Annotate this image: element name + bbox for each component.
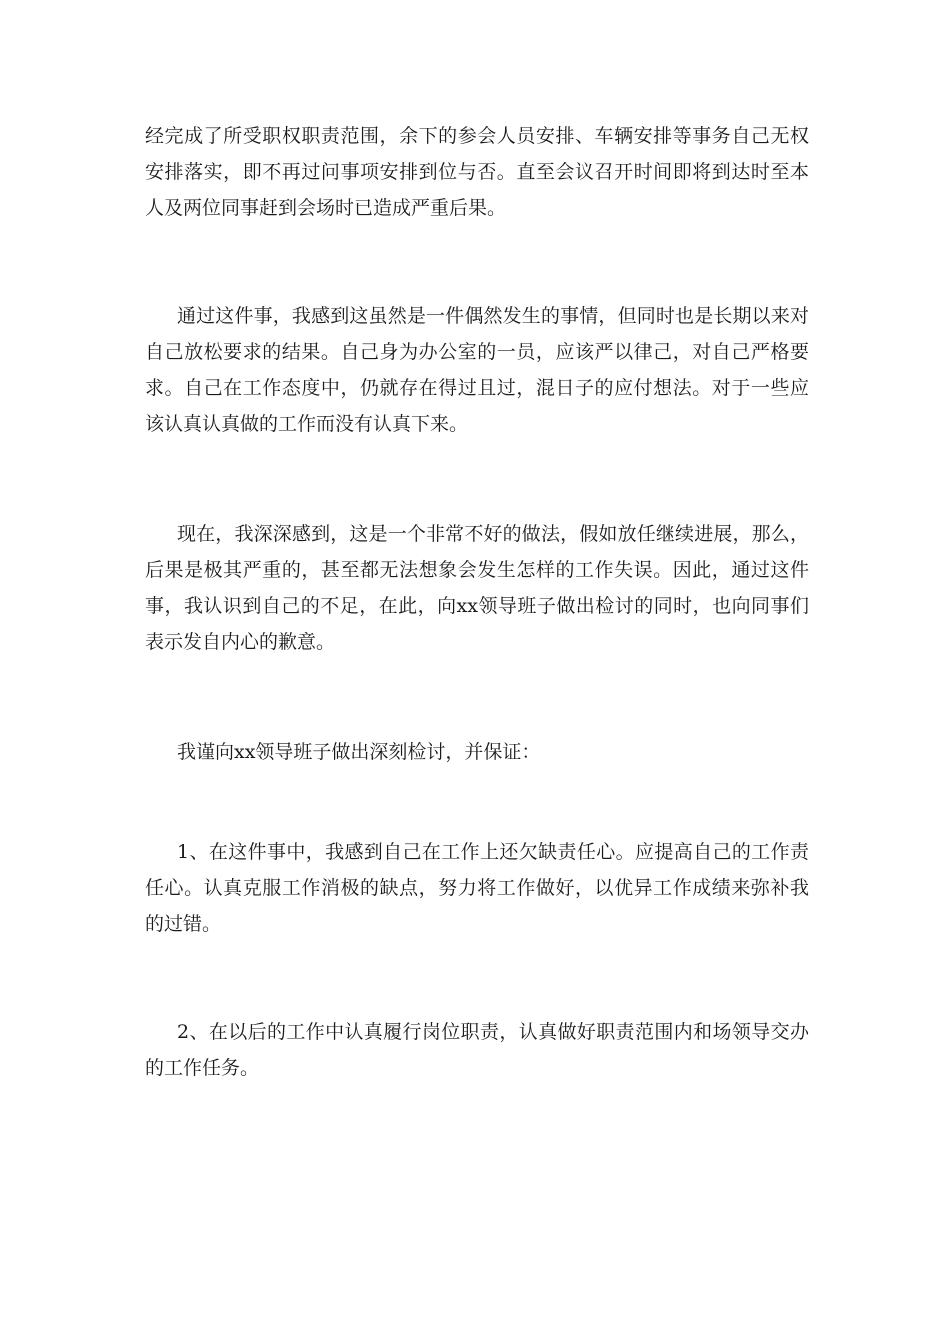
paragraph-pledge-item-1: 1、在这件事中，我感到自己在工作上还欠缺责任心。应提高自己的工作责任心。认真克服工作消极的缺点，努力将工作做好，以优异工作成绩来弥补我的过错。 bbox=[145, 841, 809, 935]
paragraph-pledge-item-2: 2、在以后的工作中认真履行岗位职责，认真做好职责范围内和场领导交办的工作任务。 bbox=[145, 1021, 809, 1079]
paragraph-reflection: 通过这件事，我感到这虽然是一件偶然发生的事情，但同时也是长期以来对自己放松要求的结果。自己身为办公室的一员，应该严以律己，对自己严格要求。自己在工作态度中，仍就存在得过且过，混日子的应付想法。对于一些应该认真认真做的工作而没有认真下来。 bbox=[145, 305, 809, 435]
paragraph-consequences: 现在，我深深感到，这是一个非常不好的做法，假如放任继续进展，那么，后果是极其严重的，甚至都无法想象会发生怎样的工作失误。因此，通过这件事，我认识到自己的不足，在此，向xx领导班子做出检讨的同时，也向同事们表示发自内心的歉意。 bbox=[145, 523, 809, 653]
paragraph-continuation: 经完成了所受职权职责范围，余下的参会人员安排、车辆安排等事务自己无权安排落实，即不再过问事项安排到位与否。直至会议召开时间即将到达时至本人及两位同事赶到会场时已造成严重后果。 bbox=[145, 125, 809, 219]
paragraph-pledge-intro: 我谨向xx领导班子做出深刻检讨，并保证： bbox=[177, 741, 541, 763]
